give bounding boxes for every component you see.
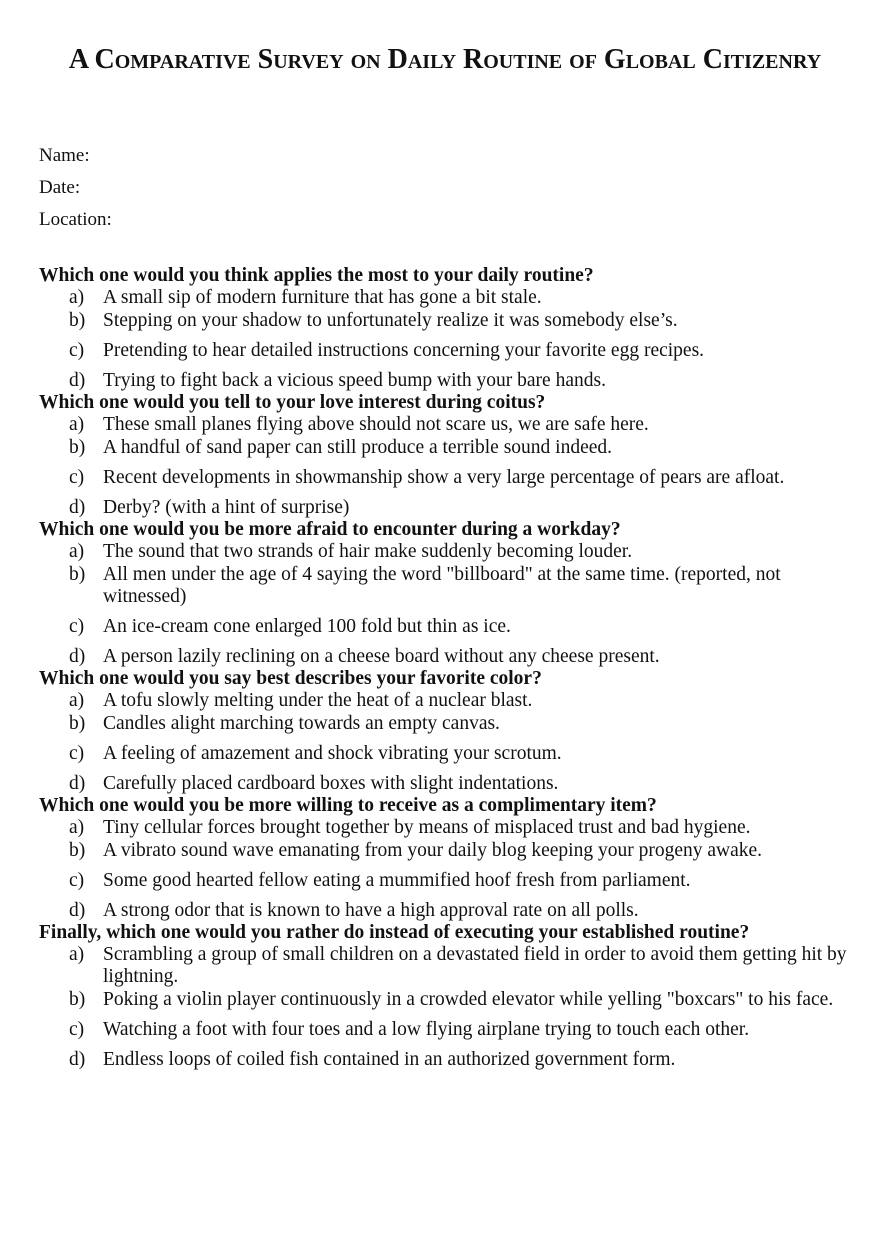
option-text: Some good hearted fellow eating a mummified hoof fresh from parliament. bbox=[103, 870, 691, 891]
name-field-label: Name: bbox=[39, 145, 90, 166]
option-text: Candles alight marching towards an empty canvas. bbox=[103, 713, 500, 734]
option-text: A vibrato sound wave emanating from your daily blog keeping your progeny awake. bbox=[103, 840, 763, 861]
option-text: A person lazily reclining on a cheese board without any cheese present. bbox=[103, 646, 660, 667]
option-b bbox=[39, 989, 849, 1011]
option-b bbox=[39, 437, 849, 459]
question-text: Which one would you say best describes your favorite color? bbox=[39, 668, 542, 689]
option-a bbox=[39, 944, 849, 988]
option-letter: c) bbox=[69, 340, 85, 361]
option-text: Scrambling a group of small children on a devastated field in order to avoid them getting hit by lightning. bbox=[103, 944, 847, 987]
option-letter: a) bbox=[69, 944, 85, 965]
option-list bbox=[39, 541, 849, 668]
option-text: A handful of sand paper can still produce a terrible sound indeed. bbox=[103, 437, 613, 458]
option-text: A strong odor that is known to have a high approval rate on all polls. bbox=[103, 900, 639, 921]
option-letter: d) bbox=[69, 1049, 86, 1070]
option-text: Derby? (with a hint of surprise) bbox=[103, 497, 350, 518]
option-c bbox=[39, 1019, 849, 1041]
option-letter: d) bbox=[69, 497, 86, 518]
option-letter: b) bbox=[69, 989, 86, 1010]
option-text: Recent developments in showmanship show a very large percentage of pears are afloat. bbox=[103, 467, 785, 488]
option-list bbox=[39, 287, 849, 392]
question-2 bbox=[39, 392, 849, 519]
option-letter: c) bbox=[69, 743, 85, 764]
option-a bbox=[39, 414, 849, 436]
option-text: Watching a foot with four toes and a low flying airplane trying to touch each other. bbox=[103, 1019, 750, 1040]
option-d bbox=[39, 370, 849, 392]
option-text: All men under the age of 4 saying the word "billboard" at the same time. (reported, not witnessed) bbox=[103, 564, 781, 607]
option-b bbox=[39, 840, 849, 862]
question-1 bbox=[39, 265, 849, 392]
option-text: The sound that two strands of hair make suddenly becoming louder. bbox=[103, 541, 633, 562]
question-text: Which one would you tell to your love interest during coitus? bbox=[39, 392, 546, 413]
date-field-label: Date: bbox=[39, 177, 81, 198]
option-d bbox=[39, 1049, 849, 1071]
location-field-label: Location: bbox=[39, 209, 112, 230]
question-text: Which one would you be more afraid to encounter during a workday? bbox=[39, 519, 621, 540]
option-letter: b) bbox=[69, 564, 86, 585]
option-list bbox=[39, 414, 849, 519]
option-list bbox=[39, 944, 849, 1071]
question-6 bbox=[39, 922, 849, 1071]
option-text: These small planes flying above should not scare us, we are safe here. bbox=[103, 414, 649, 435]
option-text: Pretending to hear detailed instructions concerning your favorite egg recipes. bbox=[103, 340, 705, 361]
page-title: A Comparative Survey on Daily Routine of Global Citizenry bbox=[68, 44, 822, 75]
option-text: Trying to fight back a vicious speed bump with your bare hands. bbox=[103, 370, 606, 391]
option-c bbox=[39, 870, 849, 892]
option-text: A tofu slowly melting under the heat of a nuclear blast. bbox=[103, 690, 533, 711]
option-c bbox=[39, 467, 849, 489]
option-text: A small sip of modern furniture that has gone a bit stale. bbox=[103, 287, 542, 308]
option-letter: c) bbox=[69, 616, 85, 637]
option-c bbox=[39, 743, 849, 765]
option-letter: a) bbox=[69, 690, 85, 711]
option-letter: a) bbox=[69, 817, 85, 838]
question-3 bbox=[39, 519, 849, 668]
option-letter: d) bbox=[69, 900, 86, 921]
option-letter: a) bbox=[69, 414, 85, 435]
option-letter: a) bbox=[69, 541, 85, 562]
option-text: Stepping on your shadow to unfortunately realize it was somebody else’s. bbox=[103, 310, 678, 331]
option-text: Poking a violin player continuously in a crowded elevator while yelling "boxcars" to his face. bbox=[103, 989, 834, 1010]
option-text: Carefully placed cardboard boxes with slight indentations. bbox=[103, 773, 559, 794]
option-d bbox=[39, 773, 849, 795]
option-text: Endless loops of coiled fish contained in an authorized government form. bbox=[103, 1049, 676, 1070]
option-c bbox=[39, 616, 849, 638]
question-text: Which one would you think applies the most to your daily routine? bbox=[39, 265, 594, 286]
question-list bbox=[39, 265, 849, 1071]
option-d bbox=[39, 900, 849, 922]
option-letter: b) bbox=[69, 437, 86, 458]
option-letter: c) bbox=[69, 467, 85, 488]
respondent-fields bbox=[39, 140, 839, 236]
option-b bbox=[39, 564, 849, 608]
option-letter: c) bbox=[69, 1019, 85, 1040]
option-letter: a) bbox=[69, 287, 85, 308]
option-letter: b) bbox=[69, 840, 86, 861]
option-a bbox=[39, 690, 849, 712]
option-a bbox=[39, 541, 849, 563]
option-text: A feeling of amazement and shock vibrating your scrotum. bbox=[103, 743, 562, 764]
option-d bbox=[39, 497, 849, 519]
option-letter: b) bbox=[69, 713, 86, 734]
option-d bbox=[39, 646, 849, 668]
question-4 bbox=[39, 668, 849, 795]
option-letter: d) bbox=[69, 370, 86, 391]
option-letter: d) bbox=[69, 646, 86, 667]
option-text: Tiny cellular forces brought together by means of misplaced trust and bad hygiene. bbox=[103, 817, 751, 838]
option-b bbox=[39, 713, 849, 735]
option-list bbox=[39, 817, 849, 922]
option-a bbox=[39, 817, 849, 839]
question-text: Which one would you be more willing to receive as a complimentary item? bbox=[39, 795, 657, 816]
option-text: An ice-cream cone enlarged 100 fold but thin as ice. bbox=[103, 616, 511, 637]
option-letter: b) bbox=[69, 310, 86, 331]
question-text: Finally, which one would you rather do instead of executing your established routine? bbox=[39, 922, 750, 943]
option-a bbox=[39, 287, 849, 309]
option-letter: c) bbox=[69, 870, 85, 891]
question-5 bbox=[39, 795, 849, 922]
option-b bbox=[39, 310, 849, 332]
option-c bbox=[39, 340, 849, 362]
option-letter: d) bbox=[69, 773, 86, 794]
option-list bbox=[39, 690, 849, 795]
